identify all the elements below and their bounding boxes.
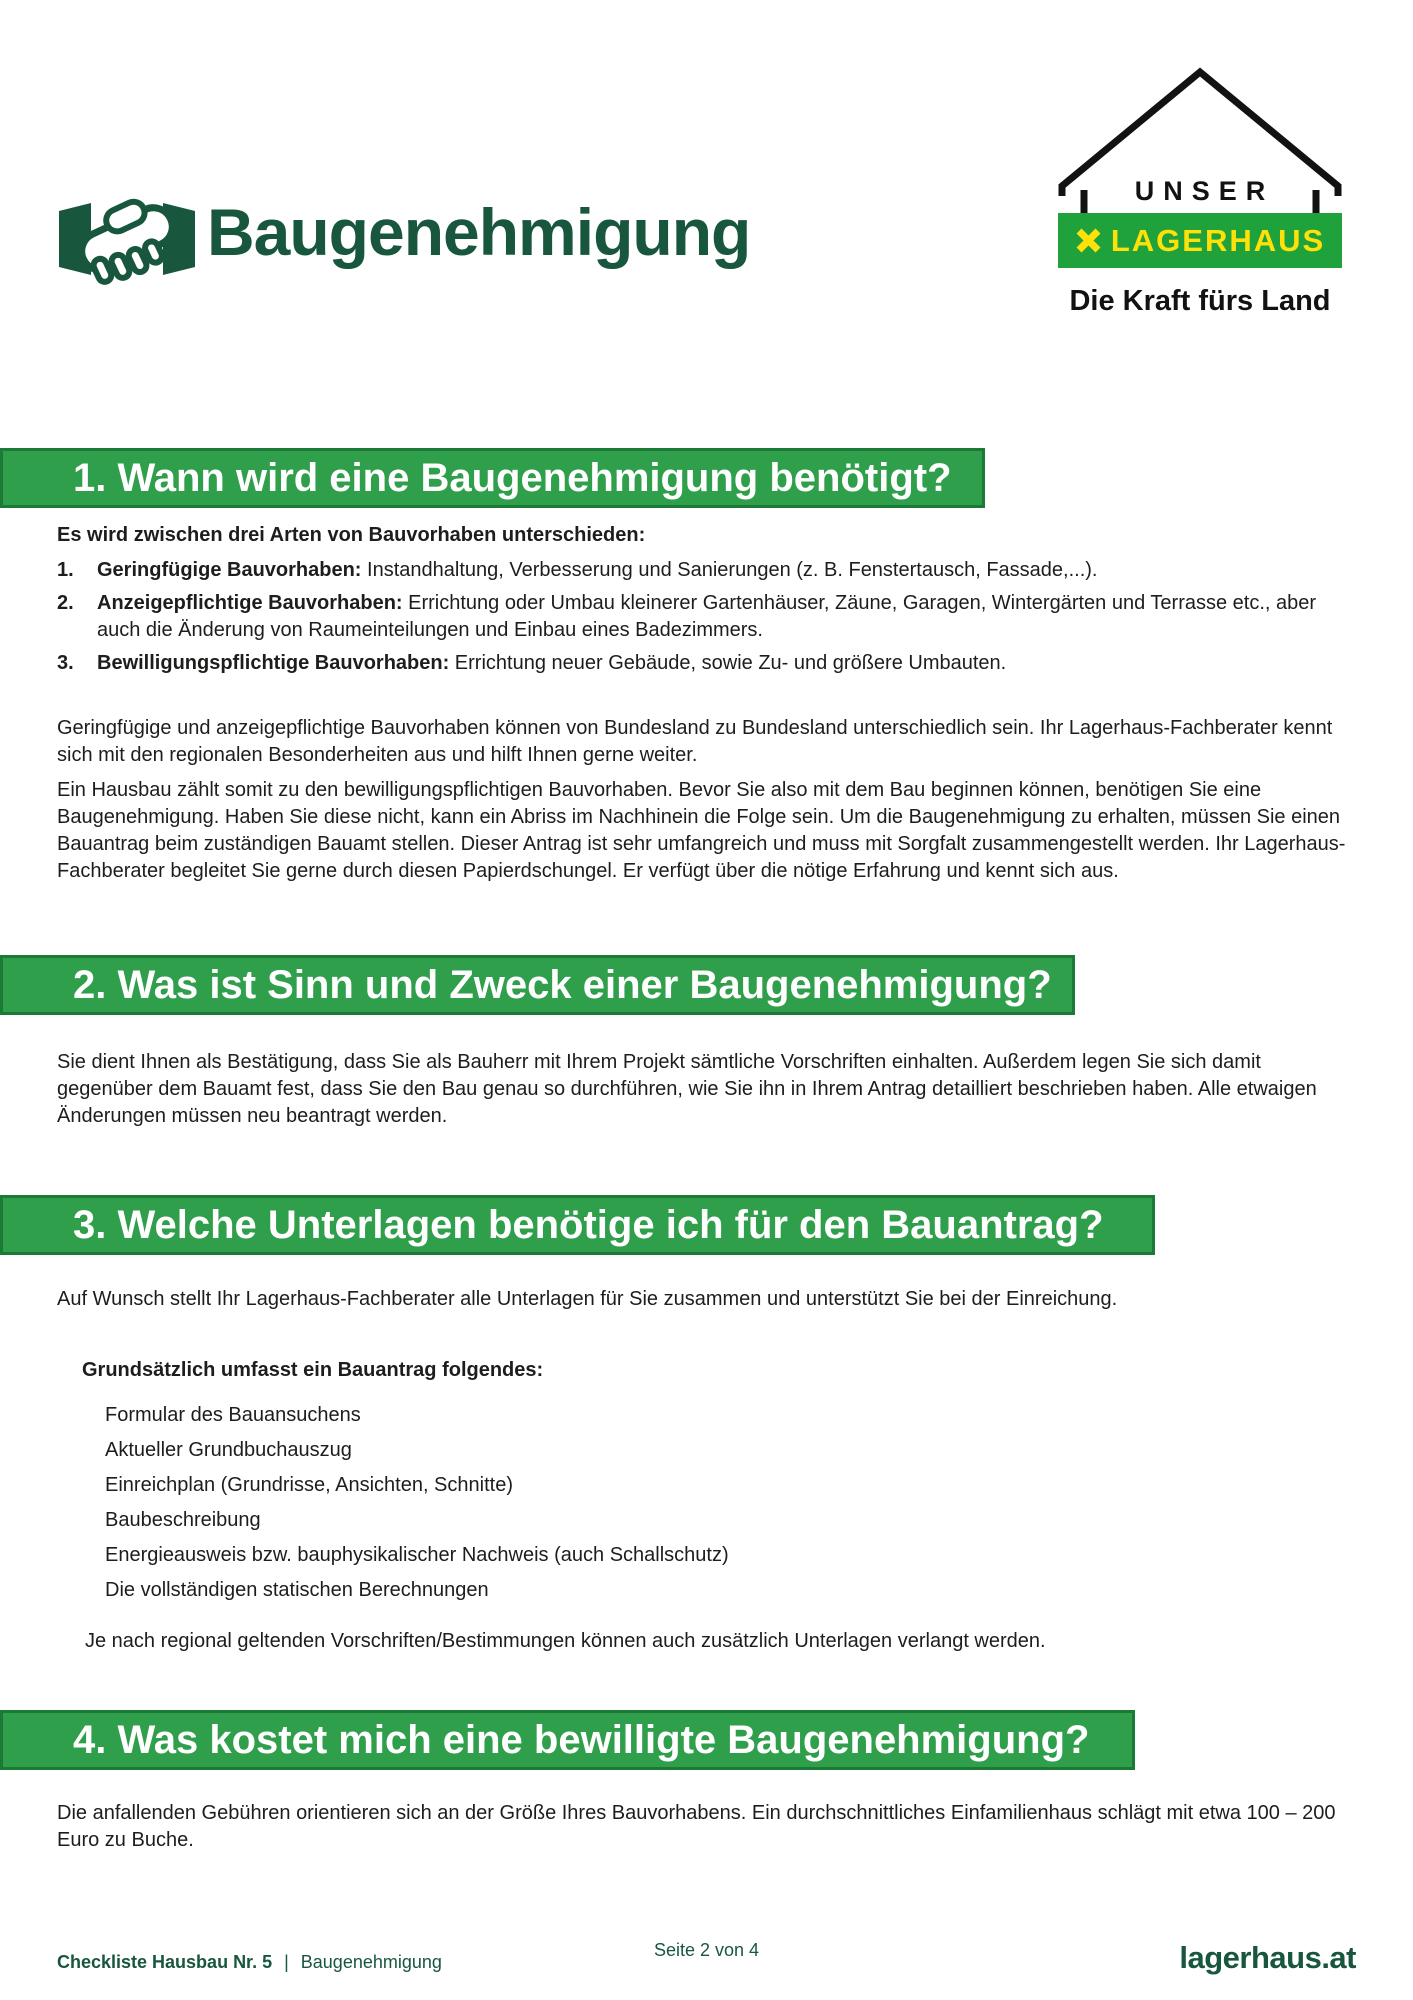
handshake-icon [57, 190, 197, 286]
giebelkreuz-icon [1075, 227, 1102, 254]
list-item [57, 557, 1356, 584]
logo-unser-text: UNSER [1134, 176, 1275, 206]
list-item: Energieausweis bzw. bauphysikalischer Nachweis (auch Schallschutz) [105, 1544, 729, 1566]
item-number: 3. [57, 652, 74, 674]
footer-doc-section: Baugenehmigung [300, 1952, 442, 1972]
section-2-heading: 2. Was ist Sinn und Zweck einer Baugenehmigung? [0, 955, 1075, 1015]
logo-brand-text: LAGERHAUS [1110, 222, 1326, 258]
footer-website: lagerhaus.at [1179, 1940, 1356, 1975]
document-list-title: Grundsätzlich umfasst ein Bauantrag folgendes: [82, 1359, 544, 1381]
footer-doc-title: Checkliste Hausbau Nr. 5 [57, 1952, 273, 1972]
section-3-heading: 3. Welche Unterlagen benötige ich für den Bauantrag? [0, 1195, 1155, 1255]
footer [57, 1940, 1356, 1976]
item-text: Bewilligungspflichtige Bauvorhaben: Errichtung neuer Gebäude, sowie Zu- und größere Umbauten. [97, 652, 1007, 674]
list-item: Baubeschreibung [105, 1509, 261, 1531]
paragraph: Geringfügige und anzeigepflichtige Bauvorhaben können von Bundesland zu Bundesland unterschiedlich sein. Ihr Lagerhaus-Fachberater kennt sich mit den regionalen Besonderheiten aus und hilft Ihnen gerne weiter. [57, 717, 1333, 766]
paragraph: Die anfallenden Gebühren orientieren sich an der Größe Ihres Bauvorhabens. Ein durchschnittliches Einfamilienhaus schlägt mit etwa 100 – 200 Euro zu Buche. [57, 1802, 1336, 1851]
page-title: Baugenehmigung [207, 195, 751, 269]
section-2 [0, 955, 1413, 1130]
item-text: Anzeigepflichtige Bauvorhaben: Errichtung oder Umbau kleinerer Gartenhäuser, Zäune, Garagen, Wintergärten und Terrasse etc., aber auch die Änderung von Raumeinteilungen und Einbau eines Badezimmers. [97, 592, 1317, 641]
paragraph: Ein Hausbau zählt somit zu den bewilligungspflichtigen Bauvorhaben. Bevor Sie also mit dem Bau beginnen können, benötigen Sie eine Baugenehmigung. Haben Sie diese nicht, kann ein Abriss im Nachhinein die Folge sein. Um die Baugenehmigung zu erhalten, müssen Sie einen Bauantrag beim zuständigen Bauamt stellen. Dieser Antrag ist sehr umfangreich und muss mit Sorgfalt zusammengestellt werden. Ihr Lagerhaus-Fachberater begleitet Sie gerne durch diesen Papierdschungel. Er verfügt über die nötige Erfahrung und kennt sich aus. [57, 779, 1346, 882]
numbered-list [57, 557, 1356, 677]
item-text: Geringfügige Bauvorhaben: Instandhaltung, Verbesserung und Sanierungen (z. B. Fenstertausch, Fassade,...). [97, 559, 1098, 581]
footer-page-number: Seite 2 von 4 [653, 1940, 760, 1960]
section-1 [0, 448, 1413, 885]
paragraph: Sie dient Ihnen als Bestätigung, dass Sie als Bauherr mit Ihrem Projekt sämtliche Vorschriften einhalten. Außerdem legen Sie sich damit gegenüber dem Bauamt fest, dass Sie den Bau genau so durchführen, wie Sie ihn in Ihrem Antrag detailliert beschrieben haben. Alle etwaigen Änderungen müssen neu beantragt werden. [57, 1051, 1317, 1127]
logo-tagline: Die Kraft fürs Land [1069, 285, 1331, 317]
list-item: Einreichplan (Grundrisse, Ansichten, Schnitte) [105, 1474, 513, 1496]
section-1-heading: 1. Wann wird eine Baugenehmigung benötigt? [0, 448, 985, 508]
section-3-note: Je nach regional geltenden Vorschriften/Bestimmungen können auch zusätzlich Unterlagen verlangt werden. [85, 1630, 1046, 1652]
list-item: Formular des Bauansuchens [105, 1404, 361, 1426]
lagerhaus-logo [1058, 55, 1342, 323]
document-list [105, 1398, 1356, 1608]
list-item [57, 590, 1356, 644]
item-number: 1. [57, 559, 74, 581]
list-item: Die vollständigen statischen Berechnungen [105, 1579, 489, 1601]
section-4 [0, 1710, 1413, 1854]
section-1-intro: Es wird zwischen drei Arten von Bauvorhaben unterschieden: [57, 524, 646, 546]
item-number: 2. [57, 592, 74, 614]
section-3-intro: Auf Wunsch stellt Ihr Lagerhaus-Fachberater alle Unterlagen für Sie zusammen und unterstützt Sie bei der Einreichung. [57, 1288, 1118, 1310]
section-3 [0, 1195, 1413, 1655]
footer-separator: | [284, 1952, 289, 1972]
logo-green-bar [1058, 213, 1342, 268]
list-item [57, 650, 1356, 677]
list-item: Aktueller Grundbuchauszug [105, 1439, 352, 1461]
section-4-heading: 4. Was kostet mich eine bewilligte Baugenehmigung? [0, 1710, 1135, 1770]
